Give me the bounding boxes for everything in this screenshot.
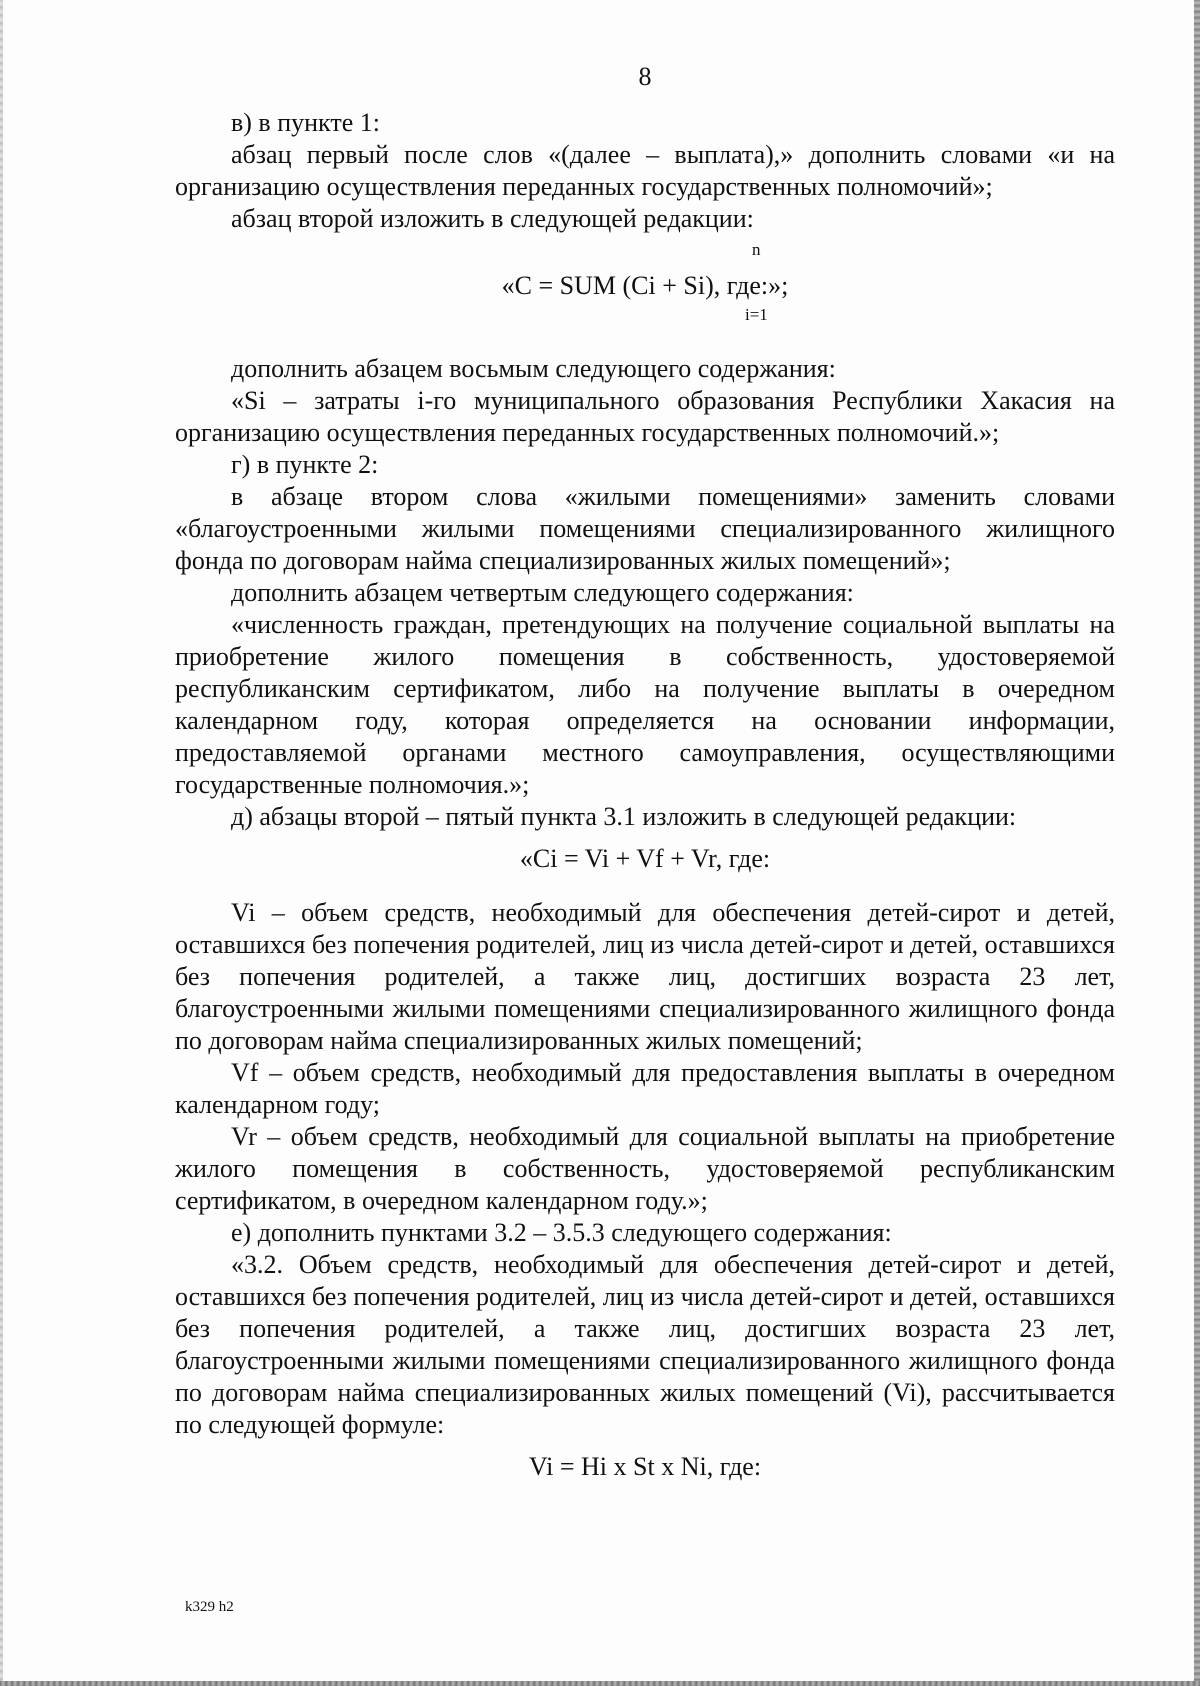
paragraph: «Si – затраты i-го муниципального образования Республики Хакасия на организацию осуществления переданных государственных полномочий.»; <box>175 386 1115 447</box>
paragraph-item-g: г) в пункте 2: <box>231 450 379 479</box>
paragraph-vi-definition: Vi – объем средств, необходимый для обеспечения детей-сирот и детей, оставшихся без попечения родителей, лиц из числа детей-сирот и детей, оставшихся без попечения родителей, а также лиц, достигших возраста 23 лет, благоустроенными жилыми помещениями специализированного жилищного фонда по договорам найма специализированных жилых помещений; <box>175 898 1115 1055</box>
sum-upper-limit: n <box>752 240 761 259</box>
document-body <box>175 107 1115 1505</box>
sum-lower-limit: i=1 <box>745 305 768 324</box>
ci-formula: «Ci = Vi + Vf + Vr, где: <box>519 844 771 873</box>
page-number: 8 <box>638 62 652 91</box>
paragraph-vf-definition: Vf – объем средств, необходимый для предоставления выплаты в очередном календарном году; <box>175 1058 1115 1119</box>
paragraph: дополнить абзацем четвертым следующего содержания: <box>231 578 854 607</box>
vi-formula: Vi = Hi x St x Ni, где: <box>528 1452 762 1481</box>
paragraph: абзац второй изложить в следующей редакции: <box>231 204 754 233</box>
paragraph: абзац первый после слов «(далее – выплата),» дополнить словами «и на организацию осуществления переданных государственных полномочий»; <box>175 140 1115 201</box>
sum-formula <box>175 235 1115 353</box>
scan-edge-bottom <box>0 1681 1200 1686</box>
paragraph: дополнить абзацем восьмым следующего содержания: <box>231 354 836 383</box>
sum-formula-text: «C = SUM (Ci + Si), где:»; <box>501 271 789 300</box>
scan-edge-left <box>0 0 3 1686</box>
paragraph: «численность граждан, претендующих на получение социальной выплаты на приобретение жилого помещения в собственность, удостоверяемой республиканским сертификатом, либо на получение выплаты в очередном календарном году, которая определяется на основании информации, предоставляемой органами местного самоуправления, осуществляющими государственные полномочия.»; <box>175 610 1115 799</box>
paragraph: в абзаце втором слова «жилыми помещениями» заменить словами «благоустроенными жилыми помещениями специализированного жилищного фонда по договорам найма специализированных жилых помещений»; <box>175 482 1115 575</box>
footer-document-code: k329 h2 <box>185 1599 234 1615</box>
paragraph-item-v: в) в пункте 1: <box>231 108 380 137</box>
paragraph-item-e: е) дополнить пунктами 3.2 – 3.5.3 следующего содержания: <box>231 1218 892 1247</box>
paragraph-vr-definition: Vr – объем средств, необходимый для социальной выплаты на приобретение жилого помещения в собственность, удостоверяемой республиканским сертификатом, в очередном календарном году.»; <box>175 1122 1115 1215</box>
paragraph-item-d: д) абзацы второй – пятый пункта 3.1 изложить в следующей редакции: <box>231 802 1017 831</box>
scan-edge-right <box>1194 0 1200 1686</box>
paragraph-3-2: «3.2. Объем средств, необходимый для обеспечения детей-сирот и детей, оставшихся без попечения родителей, лиц из числа детей-сирот и детей, оставшихся без попечения родителей, а также лиц, достигших возраста 23 лет, благоустроенными жилыми помещениями специализированного жилищного фонда по договорам найма специализированных жилых помещений (Vi), рассчитывается по следующей формуле: <box>175 1250 1115 1439</box>
